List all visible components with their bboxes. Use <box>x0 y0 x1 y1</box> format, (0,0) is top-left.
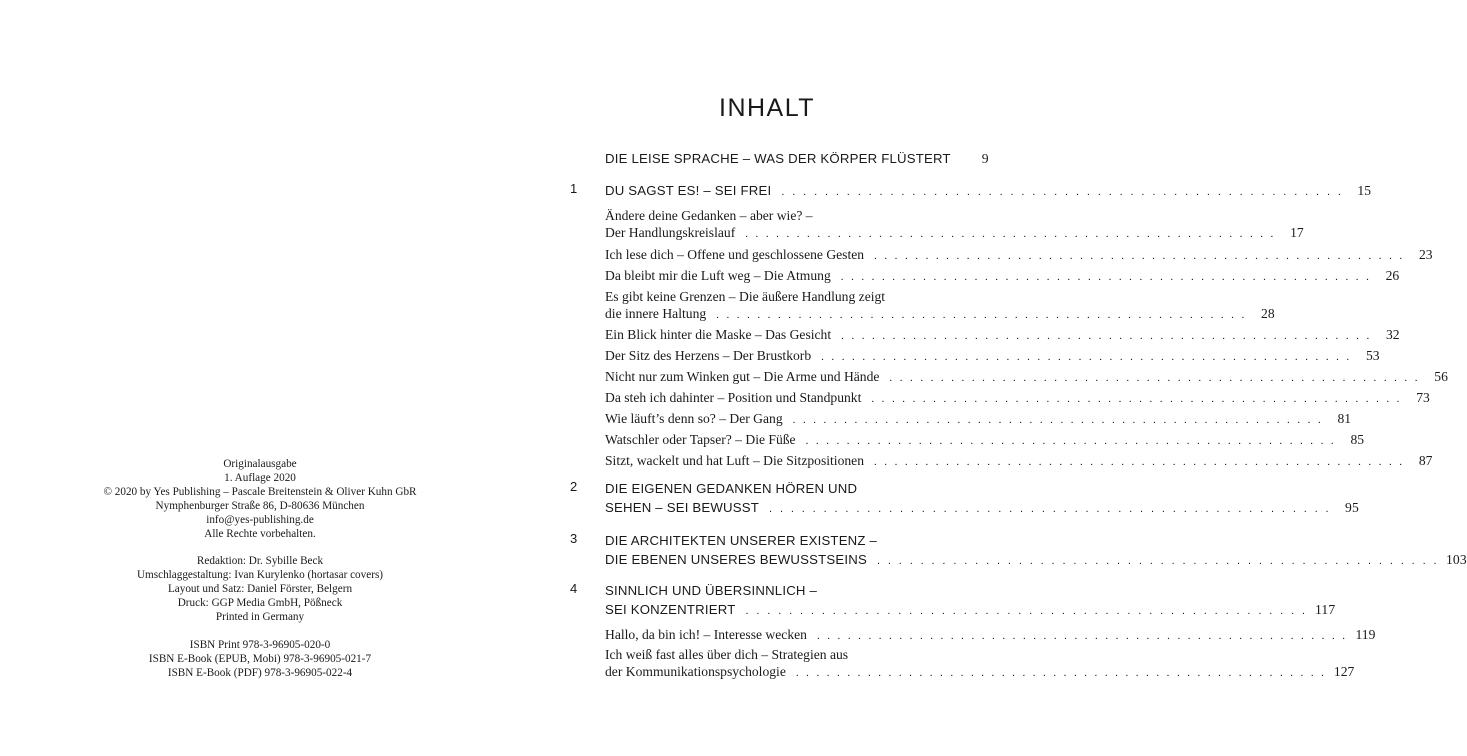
leader-dots: . . . . . . . . . . . . . . . . . . . . . . . . . . . . . . . . . . . . . . . . . . . . . . . . . . . . <box>792 414 1324 426</box>
entry-title-line: DIE EIGENEN GEDANKEN HÖREN UND <box>605 481 858 496</box>
entry-last-line <box>605 149 989 170</box>
entry-body <box>605 531 1467 571</box>
page-number: 85 <box>1350 432 1365 447</box>
imprint-line: Originalausgabe <box>223 458 297 470</box>
entry-last-line <box>605 550 1467 571</box>
entry-body <box>605 246 1433 265</box>
entry-title: Watschler oder Tapser? – Die Füße <box>605 432 796 447</box>
imprint-line: Alle Rechte vorbehalten. <box>204 527 316 540</box>
entry-title: Da steh ich dahinter – Position und Standpunkt <box>605 390 862 405</box>
chapter-number: 1 <box>570 181 578 196</box>
imprint-isbn: ISBN E-Book (PDF) 978-3-96905-022-4 <box>167 666 353 679</box>
page-number: 9 <box>981 151 989 166</box>
entry-last-line <box>605 267 1400 286</box>
entry-last-line <box>605 326 1400 345</box>
imprint-line: Druck: GGP Media GmbH, Pößneck <box>177 597 343 610</box>
imprint-line: 1. Auflage 2020 <box>224 471 296 484</box>
leader-dots: . . . . . . . . . . . . . . . . . . . . . . . . . . . . . . . . . . . . . . . . . . . . . . . . . . . . <box>716 309 1247 321</box>
entry-body <box>605 431 1365 450</box>
page-number: 56 <box>1434 369 1448 384</box>
entry-title: DIE LEISE SPRACHE – WAS DER KÖRPER FLÜSTERT <box>605 151 951 166</box>
entry-title-line: SINNLICH UND ÜBERSINNLICH – <box>605 583 818 598</box>
entry-body <box>605 267 1400 286</box>
entry-title-line: Ich weiß fast alles über dich – Strategien aus <box>605 647 849 662</box>
entry-last-line <box>605 431 1365 450</box>
imprint-isbn-block <box>100 639 420 681</box>
entry-title: Da bleibt mir die Luft weg – Die Atmung <box>605 268 831 283</box>
page-number: 87 <box>1418 453 1433 468</box>
entry-title: Wie läuft’s denn so? – Der Gang <box>605 411 783 426</box>
entry-title-line: DIE ARCHITEKTEN UNSERER EXISTENZ – <box>605 533 878 548</box>
leader-dots: . . . . . . . . . . . . . . . . . . . . . . . . . . . . . . . . . . . . . . . . . . . . . . . . . . . . <box>816 630 1348 642</box>
leader-dots: . . . . . . . . . . . . . . . . . . . . . . . . . . . . . . . . . . . . . . . . . . . . . . . . . . . . <box>781 186 1344 198</box>
imprint-line: Printed in Germany <box>215 611 305 624</box>
entry-title: die innere Haltung <box>605 306 707 321</box>
entry-last-line <box>605 368 1448 387</box>
entry-body <box>605 347 1380 366</box>
entry-last-line <box>605 347 1380 366</box>
entry-body <box>605 646 1355 682</box>
leader-dots: . . . . . . . . . . . . . . . . . . . . . . . . . . . . . . . . . . . . . . . . . . . . . . . . . . . . <box>805 435 1337 447</box>
entry-title: SEI KONZENTRIERT <box>605 602 736 617</box>
entry-last-line <box>605 410 1352 429</box>
entry-last-line <box>605 181 1372 202</box>
entry-body <box>605 626 1376 645</box>
chapter-number: 3 <box>570 531 578 546</box>
entry-body <box>605 479 1360 519</box>
entry-title: Der Sitz des Herzens – Der Brustkorb <box>605 348 812 363</box>
entry-title: Ich lese dich – Offene und geschlossene Gesten <box>605 247 865 262</box>
page-number: 117 <box>1314 602 1336 617</box>
entry-title: Ein Blick hinter die Maske – Das Gesicht <box>605 327 832 342</box>
entry-last-line <box>605 626 1376 645</box>
imprint <box>100 458 420 695</box>
leader-dots: . . . . . . . . . . . . . . . . . . . . . . . . . . . . . . . . . . . . . . . . . . . . . . . . . . . . <box>889 372 1420 384</box>
imprint-line: Nymphenburger Straße 86, D-80636 München <box>155 499 365 512</box>
page-number: 81 <box>1337 411 1352 426</box>
chapter-number: 4 <box>570 581 578 596</box>
leader-dots: . . . . . . . . . . . . . . . . . . . . . . . . . . . . . . . . . . . . . . . . . . . . . . . . . . . . <box>769 503 1332 515</box>
page-number: 103 <box>1445 552 1467 567</box>
imprint-isbn: ISBN Print 978-3-96905-020-0 <box>189 638 331 651</box>
entry-title: Der Handlungskreislauf <box>605 225 736 240</box>
page-number: 23 <box>1418 247 1433 262</box>
entry-last-line <box>605 600 1336 621</box>
imprint-line: Redaktion: Dr. Sybille Beck <box>196 555 324 568</box>
entry-body <box>605 149 989 170</box>
page-number: 17 <box>1290 225 1304 240</box>
entry-body <box>605 326 1400 345</box>
entry-body <box>605 581 1336 621</box>
imprint-credits-block <box>100 555 420 625</box>
entry-body <box>605 288 1275 324</box>
toc-title: INHALT <box>719 94 816 122</box>
page-number: 119 <box>1355 627 1376 642</box>
entry-title: SEHEN – SEI BEWUSST <box>605 500 760 515</box>
page-number: 127 <box>1333 664 1355 679</box>
entry-body <box>605 368 1448 387</box>
leader-dots: . . . . . . . . . . . . . . . . . . . . . . . . . . . . . . . . . . . . . . . . . . . . . . . . . . . . <box>874 250 1405 262</box>
imprint-line: © 2020 by Yes Publishing – Pascale Breitenstein & Oliver Kuhn GbR <box>103 485 417 498</box>
page-number: 32 <box>1386 327 1400 342</box>
imprint-line: Layout und Satz: Daniel Förster, Belgern <box>167 583 353 596</box>
page-number: 28 <box>1261 306 1275 321</box>
imprint-publisher-block <box>100 458 420 541</box>
leader-dots: . . . . . . . . . . . . . . . . . . . . . . . . . . . . . . . . . . . . . . . . . . . . . . . . . . . . <box>840 271 1372 283</box>
entry-last-line <box>605 389 1430 408</box>
leader-dots: . . . . . . . . . . . . . . . . . . . . . . . . . . . . . . . . . . . . . . . . . . . . . . . . . . . . <box>821 351 1352 363</box>
chapter-number: 2 <box>570 479 578 494</box>
entry-title: der Kommunikationspsychologie <box>605 664 786 679</box>
entry-body <box>605 181 1372 202</box>
imprint-isbn: ISBN E-Book (EPUB, Mobi) 978-3-96905-021-7 <box>148 652 372 665</box>
entry-title: DU SAGST ES! – SEI FREI <box>605 183 772 198</box>
leader-dots: . . . . . . . . . . . . . . . . . . . . . . . . . . . . . . . . . . . . . . . . . . . . . . . . . . . . <box>841 330 1372 342</box>
entry-last-line <box>605 246 1433 265</box>
entry-title: Sitzt, wackelt und hat Luft – Die Sitzpositionen <box>605 453 864 468</box>
entry-body <box>605 410 1352 429</box>
leader-dots: . . . . . . . . . . . . . . . . . . . . . . . . . . . . . . . . . . . . . . . . . . . . . . . . . . . . <box>876 555 1439 567</box>
entry-title: Hallo, da bin ich! – Interesse wecken <box>605 627 807 642</box>
page-number: 95 <box>1345 500 1360 515</box>
entry-last-line <box>605 224 1304 243</box>
entry-last-line <box>605 305 1275 324</box>
entry-body <box>605 452 1433 471</box>
leader-dots: . . . . . . . . . . . . . . . . . . . . . . . . . . . . . . . . . . . . . . . . . . . . . . . . . . . . <box>874 456 1405 468</box>
leader-dots: . . . . . . . . . . . . . . . . . . . . . . . . . . . . . . . . . . . . . . . . . . . . . . . . . . . . <box>795 667 1327 679</box>
entry-title: DIE EBENEN UNSERES BEWUSSTSEINS <box>605 552 867 567</box>
entry-last-line <box>605 663 1355 682</box>
entry-title: Nicht nur zum Winken gut – Die Arme und Hände <box>605 369 880 384</box>
leader-dots: . . . . . . . . . . . . . . . . . . . . . . . . . . . . . . . . . . . . . . . . . . . . . . . . . . . . <box>745 605 1308 617</box>
entry-last-line <box>605 452 1433 471</box>
page-number: 53 <box>1365 348 1380 363</box>
entry-last-line <box>605 498 1360 519</box>
imprint-line: Umschlaggestaltung: Ivan Kurylenko (hortasar covers) <box>136 569 384 582</box>
page-number: 15 <box>1357 183 1372 198</box>
leader-dots: . . . . . . . . . . . . . . . . . . . . . . . . . . . . . . . . . . . . . . . . . . . . . . . . . . . . <box>871 393 1402 405</box>
page-number: 26 <box>1385 268 1400 283</box>
leader-dots: . . . . . . . . . . . . . . . . . . . . . . . . . . . . . . . . . . . . . . . . . . . . . . . . . . . . <box>745 228 1276 240</box>
entry-body <box>605 389 1430 408</box>
entry-body <box>605 207 1304 243</box>
entry-title-line: Ändere deine Gedanken – aber wie? – <box>605 208 813 223</box>
page-number: 73 <box>1416 390 1430 405</box>
entry-title-line: Es gibt keine Grenzen – Die äußere Handlung zeigt <box>605 289 886 304</box>
imprint-email: info@yes-publishing.de <box>206 513 314 526</box>
